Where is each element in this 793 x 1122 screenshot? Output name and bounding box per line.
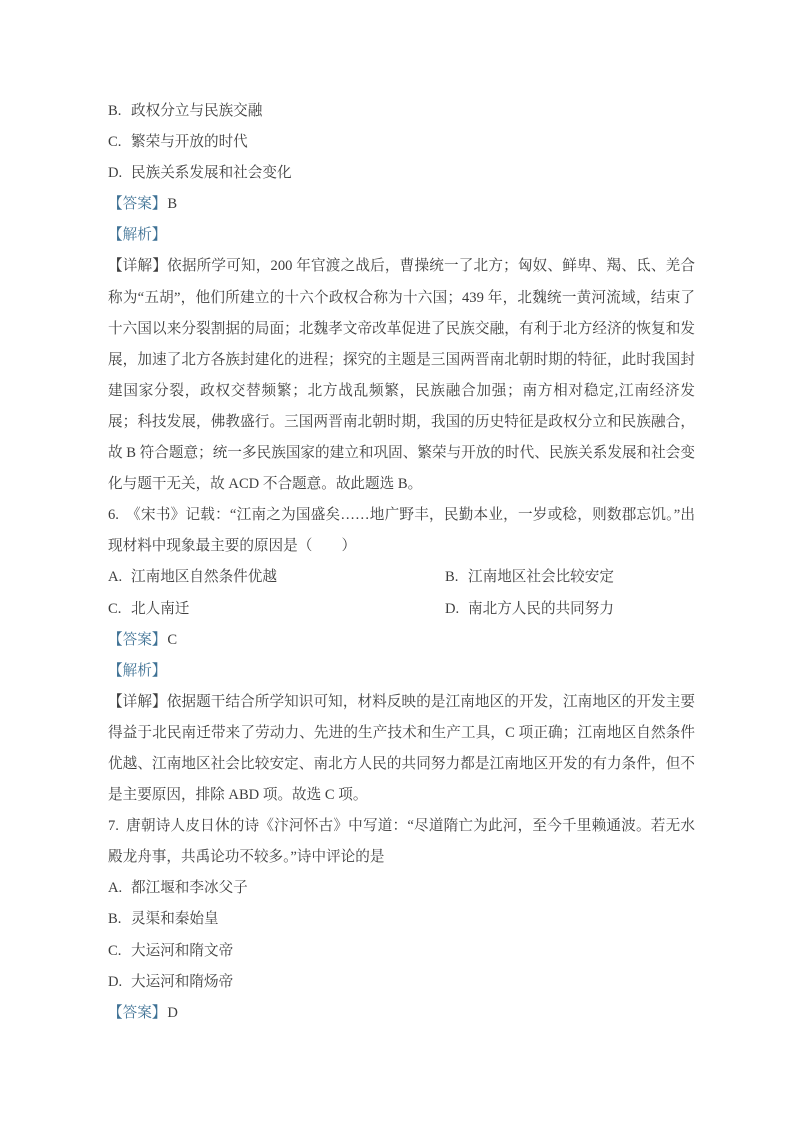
answer-value: D <box>167 1004 178 1021</box>
option-key: C. <box>108 600 122 617</box>
option-key: D. <box>108 973 123 990</box>
option-key: B. <box>445 569 459 586</box>
question-text: 《宋书》记载：“江南之为国盛矣……地广野丰，民勤本业，一岁或稔，则数郡忘饥。”出现材料中现象最主要的原因是（ ） <box>108 507 695 555</box>
answer-value: C <box>167 631 178 648</box>
detail-label: 【详解】 <box>108 258 168 275</box>
q6-option-d <box>445 594 695 625</box>
q5-option-b <box>108 96 695 127</box>
option-key: D. <box>108 165 123 182</box>
question-6-block <box>108 500 695 811</box>
option-text: 大运河和隋炀帝 <box>131 973 234 990</box>
answer-value: B <box>167 196 178 213</box>
q6-option-b <box>445 562 695 593</box>
q5-answer-line <box>108 189 695 220</box>
q6-detail-paragraph <box>108 687 695 811</box>
page-content <box>108 96 695 1029</box>
answer-label: 【答案】 <box>108 196 167 213</box>
option-text: 江南地区社会比较安定 <box>468 569 614 586</box>
option-key: A. <box>108 880 123 897</box>
option-text: 民族关系发展和社会变化 <box>131 165 292 182</box>
analysis-label: 【解析】 <box>108 662 167 679</box>
option-text: 政权分立与民族交融 <box>131 103 263 119</box>
option-key: A. <box>108 569 123 586</box>
q6-analysis-line <box>108 656 695 687</box>
question-number: 7. <box>108 818 119 835</box>
q5-detail-paragraph <box>108 251 695 500</box>
detail-label: 【详解】 <box>108 693 167 710</box>
q7-option-a <box>108 873 695 904</box>
q6-option-a <box>108 562 445 593</box>
option-key: B. <box>108 911 122 928</box>
question-7-block <box>108 811 695 1029</box>
option-text: 北人南迁 <box>131 600 190 617</box>
question-5-block <box>108 96 695 500</box>
q7-option-d <box>108 967 695 998</box>
answer-label: 【答案】 <box>108 631 167 648</box>
q5-analysis-line <box>108 220 695 251</box>
option-key: C. <box>108 134 122 151</box>
analysis-label: 【解析】 <box>108 227 167 244</box>
q6-options-row-1 <box>108 562 695 593</box>
q5-option-c <box>108 127 695 158</box>
detail-text: 依据所学可知，200 年官渡之战后，曹操统一了北方；匈奴、鲜卑、羯、氐、羌合称为“五胡”，他们所建立的十六个政权合称为十六国；439 年，北魏统一黄河流域，结束了十六国以来分裂割据的局面；北魏孝文帝改革促进了民族交融，有利于北方经济的恢复和发展，加速了北方各族封建化的进程；探究的主题是三国两晋南北朝时期的特征，此时我国封建国家分裂，政权交替频繁；北方战乱频繁，民族融合加强；南方相对稳定,江南经济发展；科技发展，佛教盛行。三国两晋南北朝时期，我国的历史特征是政权分立和民族融合，故 B 符合题意；统一多民族国家的建立和巩固、繁荣与开放的时代、民族关系发展和社会变化与题干无关，故 ACD 不合题意。故此题选 B。 <box>108 258 695 493</box>
question-number: 6. <box>108 507 119 524</box>
question-text: 唐朝诗人皮日休的诗《汴河怀古》中写道：“尽道隋亡为此河，至今千里赖通波。若无水殿龙舟事，共禹论功不较多。”诗中评论的是 <box>108 818 695 866</box>
option-text: 南北方人民的共同努力 <box>468 600 614 617</box>
q6-option-c <box>108 594 445 625</box>
option-key: D. <box>445 600 460 617</box>
option-text: 灵渠和秦始皇 <box>131 911 219 928</box>
q6-options-row-2 <box>108 594 695 625</box>
q6-answer-line <box>108 625 695 656</box>
detail-text: 依据题干结合所学知识可知，材料反映的是江南地区的开发，江南地区的开发主要得益于北民南迁带来了劳动力、先进的生产技术和生产工具，C 项正确；江南地区自然条件优越、江南地区社会比较安定、南北方人民的共同努力都是江南地区开发的有力条件，但不是主要原因，排除 ABD 项。故选 C 项。 <box>108 693 695 804</box>
option-key: B. <box>108 103 122 119</box>
option-text: 都江堰和李冰父子 <box>131 880 248 897</box>
option-text: 繁荣与开放的时代 <box>131 134 248 151</box>
answer-label: 【答案】 <box>108 1004 167 1021</box>
q6-stem <box>108 500 695 562</box>
q7-option-c <box>108 936 695 967</box>
q7-option-b <box>108 904 695 935</box>
option-text: 大运河和隋文帝 <box>131 942 234 959</box>
option-key: C. <box>108 942 122 959</box>
q7-stem <box>108 811 695 873</box>
option-text: 江南地区自然条件优越 <box>131 569 277 586</box>
q7-answer-line <box>108 998 695 1029</box>
q5-option-d <box>108 158 695 189</box>
